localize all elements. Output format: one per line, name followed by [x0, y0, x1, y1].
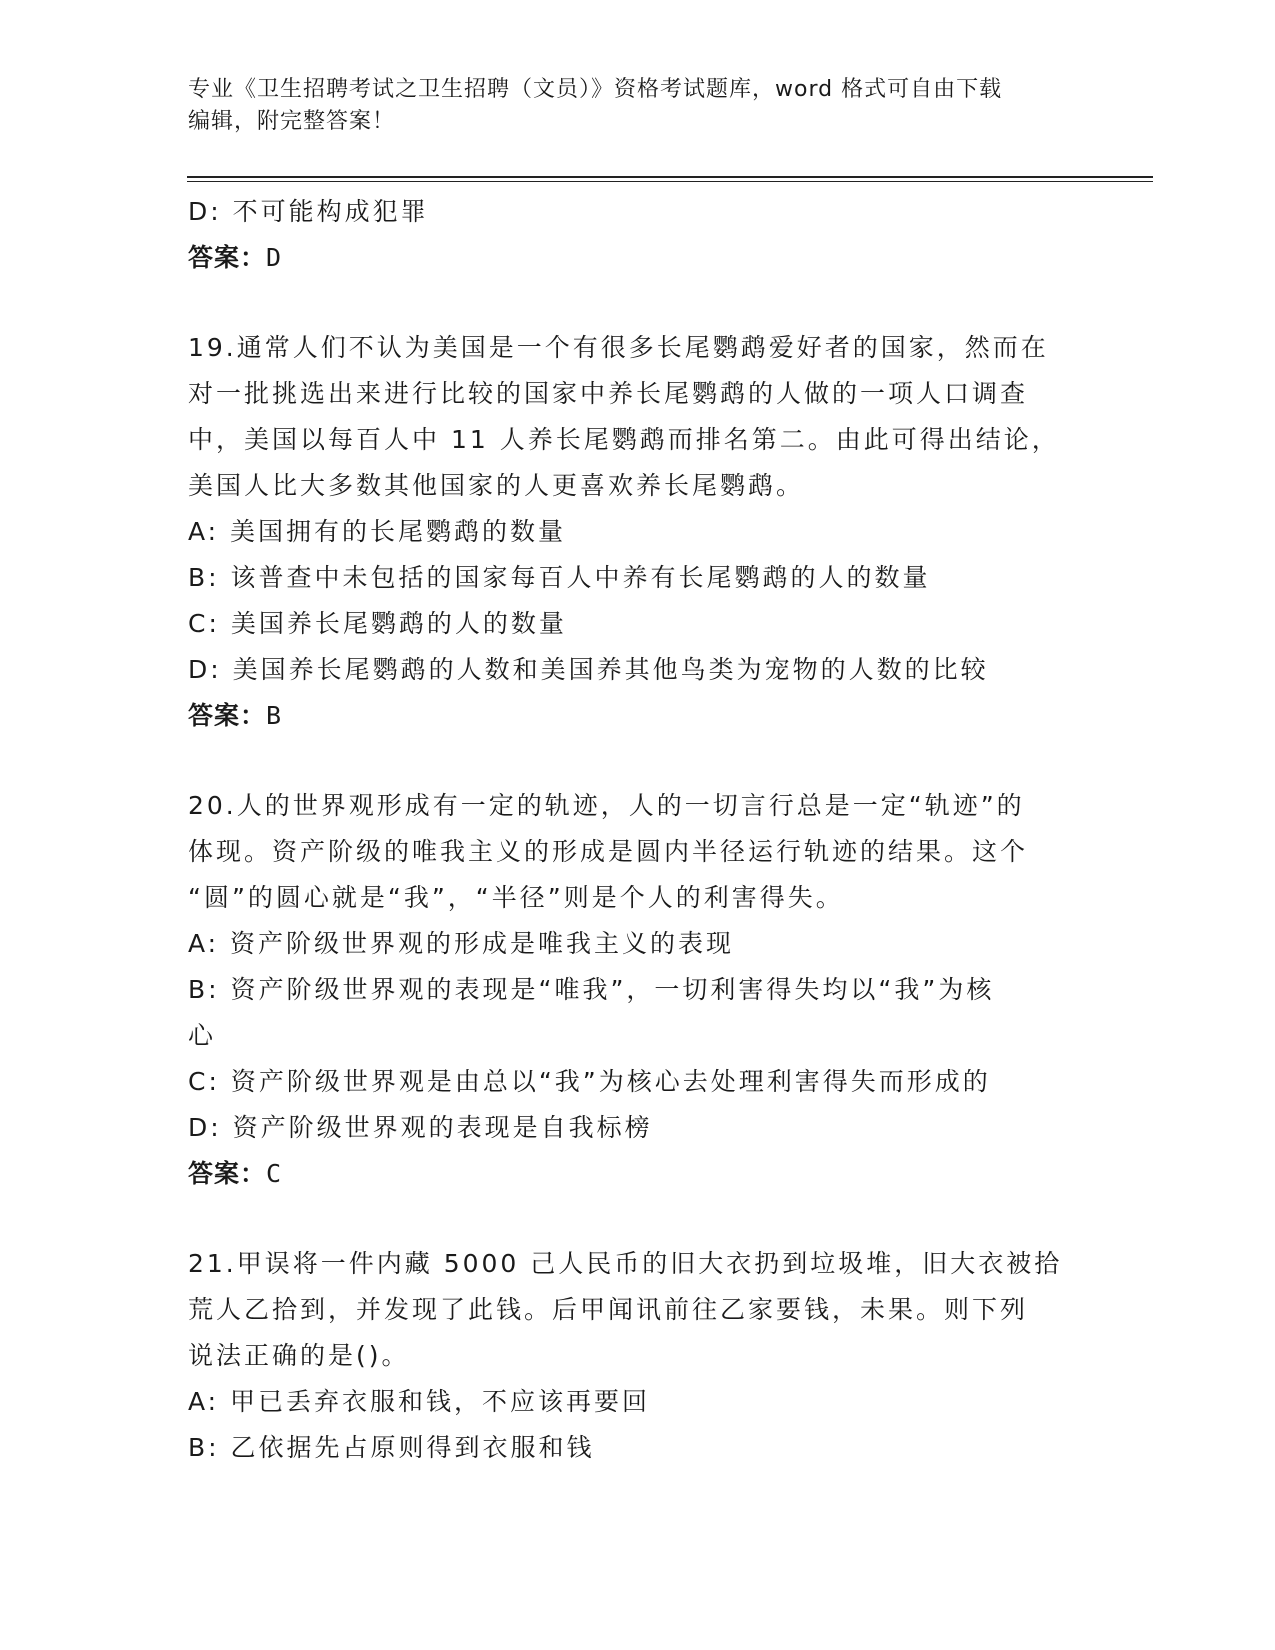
option-a: A: 美国拥有的长尾鹦鹉的数量: [188, 517, 567, 546]
option-d: D: 美国养长尾鹦鹉的人数和美国养其他鸟类为宠物的人数的比较: [188, 655, 989, 684]
page-header: [188, 74, 1088, 138]
answer-line: [188, 1151, 1088, 1197]
question-19: [188, 325, 1088, 739]
option-c: C: 美国养长尾鹦鹉的人的数量: [188, 609, 567, 638]
question-text-line: 对一批挑选出来进行比较的国家中养长尾鹦鹉的人做的一项人口调查: [188, 379, 1029, 408]
question-text-line: 荒人乙拾到，并发现了此钱。后甲闻讯前往乙家要钱，未果。则下列: [188, 1295, 1029, 1324]
question-text-line: 19.通常人们不认为美国是一个有很多长尾鹦鹉爱好者的国家，然而在: [188, 333, 1049, 362]
header-line-2: 编辑，附完整答案！: [188, 109, 396, 134]
answer-label: 答案：: [188, 701, 267, 730]
previous-question-tail: [188, 189, 1088, 281]
option-b: B: 资产阶级世界观的表现是“唯我”，一切利害得失均以“我”为核: [188, 975, 995, 1004]
option-d: D: 不可能构成犯罪: [188, 197, 429, 226]
answer-label: 答案：: [188, 243, 267, 272]
header-divider-thin: [187, 181, 1153, 182]
question-text-line: 21.甲误将一件内藏 5000 己人民币的旧大衣扔到垃圾堆，旧大衣被拾: [188, 1249, 1063, 1278]
answer-value: B: [266, 701, 283, 730]
header-divider-thick: [187, 176, 1153, 178]
option-a: A: 甲已丢弃衣服和钱，不应该再要回: [188, 1387, 651, 1416]
header-line-1: 专业《卫生招聘考试之卫生招聘（文员）》资格考试题库，word 格式可自由下载: [188, 77, 1003, 102]
question-21: [188, 1241, 1088, 1471]
option-a: A: 资产阶级世界观的形成是唯我主义的表现: [188, 929, 735, 958]
answer-line: [188, 235, 1088, 281]
option-b: B: 该普查中未包括的国家每百人中养有长尾鹦鹉的人的数量: [188, 563, 931, 592]
question-text-line: 体现。资产阶级的唯我主义的形成是圆内半径运行轨迹的结果。这个: [188, 837, 1029, 866]
question-text-line: 中，美国以每百人中 11 人养长尾鹦鹉而排名第二。由此可得出结论，: [188, 425, 1060, 454]
option-c: C: 资产阶级世界观是由总以“我”为核心去处理利害得失而形成的: [188, 1067, 991, 1096]
question-text-line: 说法正确的是()。: [188, 1341, 410, 1370]
question-text-line: “圆”的圆心就是“我”，“半径”则是个人的利害得失。: [188, 883, 844, 912]
question-text-line: 20.人的世界观形成有一定的轨迹，人的一切言行总是一定“轨迹”的: [188, 791, 1025, 820]
option-b-continued: 心: [188, 1021, 217, 1050]
option-d: D: 资产阶级世界观的表现是自我标榜: [188, 1113, 653, 1142]
question-text-line: 美国人比大多数其他国家的人更喜欢养长尾鹦鹉。: [188, 471, 805, 500]
answer-value: D: [266, 243, 283, 272]
question-20: [188, 783, 1088, 1197]
option-b: B: 乙依据先占原则得到衣服和钱: [188, 1433, 595, 1462]
document-body: [188, 189, 1088, 1471]
answer-line: [188, 693, 1088, 739]
answer-value: C: [266, 1159, 283, 1188]
answer-label: 答案：: [188, 1159, 267, 1188]
